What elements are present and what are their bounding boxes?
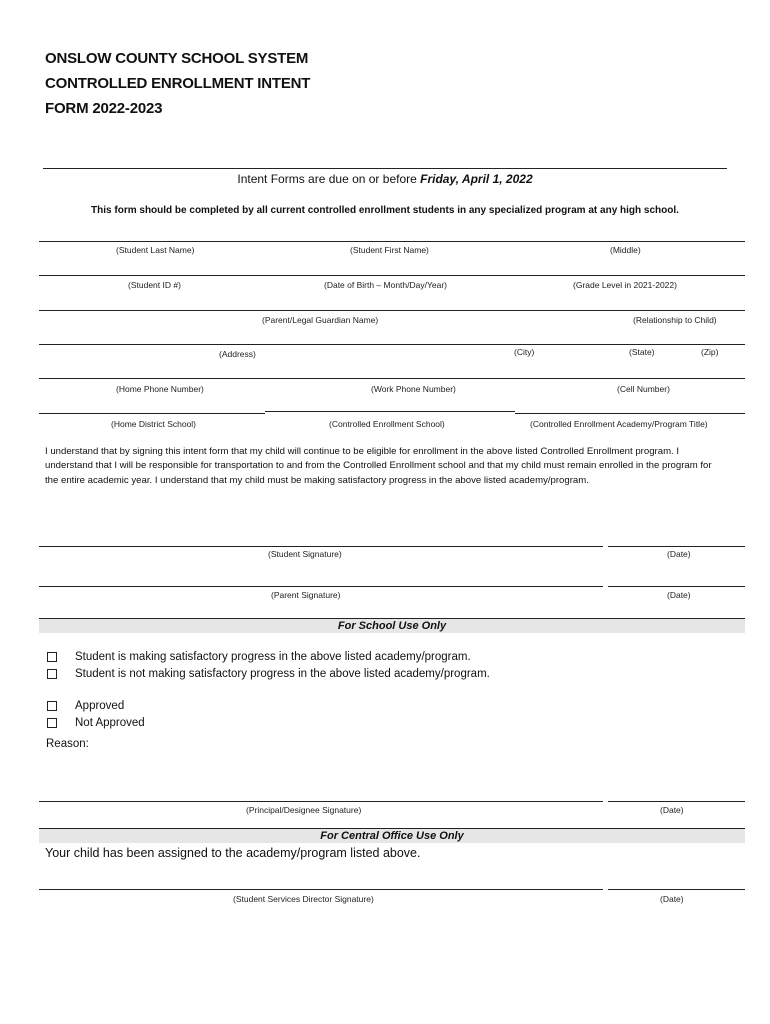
state-label: (State) <box>629 347 655 357</box>
id-dob-grade-line[interactable] <box>39 275 745 276</box>
principal-signature-label: (Principal/Designee Signature) <box>246 805 362 815</box>
progress-satisfactory-checkbox[interactable] <box>47 652 57 662</box>
student-signature-date-label: (Date) <box>667 549 691 559</box>
student-first-name-label: (Student First Name) <box>350 245 429 255</box>
approved-text: Approved <box>75 700 125 712</box>
approved-checkbox[interactable] <box>47 701 57 711</box>
director-signature-date-line[interactable] <box>608 889 745 890</box>
city-label: (City) <box>514 347 535 357</box>
parent-signature-date-label: (Date) <box>667 590 691 600</box>
director-signature-line[interactable] <box>39 889 603 890</box>
home-school-label: (Home District School) <box>111 419 197 429</box>
not-approved-checkbox[interactable] <box>47 718 57 728</box>
reason-label: Reason: <box>46 738 89 750</box>
header-divider <box>43 168 727 169</box>
home-phone-label: (Home Phone Number) <box>116 384 204 394</box>
director-signature-date-label: (Date) <box>660 894 684 904</box>
parent-signature-date-line[interactable] <box>608 586 745 587</box>
zip-label: (Zip) <box>701 347 719 357</box>
due-date-line <box>0 172 770 186</box>
student-signature-date-line[interactable] <box>608 546 745 547</box>
grade-level-label: (Grade Level in 2021-2022) <box>573 280 677 290</box>
central-office-header: For Central Office Use Only <box>39 828 745 843</box>
phone-line[interactable] <box>39 378 745 379</box>
director-signature-label: (Student Services Director Signature) <box>233 894 374 904</box>
completion-notice: This form should be completed by all current controlled enrollment students in any specialized program at any high school. <box>91 205 679 216</box>
address-label: (Address) <box>219 349 256 359</box>
ce-school-line[interactable] <box>265 411 515 412</box>
principal-signature-date-label: (Date) <box>660 805 684 815</box>
guardian-name-label: (Parent/Legal Guardian Name) <box>262 315 379 325</box>
guardian-line[interactable] <box>39 310 745 311</box>
middle-name-label: (Middle) <box>610 245 641 255</box>
ce-program-line[interactable] <box>515 413 745 414</box>
home-school-line[interactable] <box>39 413 265 414</box>
not-approved-text: Not Approved <box>75 717 145 729</box>
assignment-message: Your child has been assigned to the academy/program listed above. <box>45 846 421 860</box>
parent-signature-label: (Parent Signature) <box>271 590 341 600</box>
form-title-line-1: ONSLOW COUNTY SCHOOL SYSTEM <box>45 50 309 67</box>
due-date-value: Friday, April 1, 2022 <box>420 172 533 186</box>
address-line[interactable] <box>39 344 745 345</box>
work-phone-label: (Work Phone Number) <box>371 384 456 394</box>
progress-unsatisfactory-checkbox[interactable] <box>47 669 57 679</box>
form-title-line-3: FORM 2022-2023 <box>45 100 163 117</box>
student-id-label: (Student ID #) <box>128 280 181 290</box>
due-date-prefix: Intent Forms are due on or before <box>237 172 421 186</box>
name-line[interactable] <box>39 241 745 242</box>
principal-signature-date-line[interactable] <box>608 801 745 802</box>
student-last-name-label: (Student Last Name) <box>116 245 195 255</box>
parent-statement: I understand that by signing this intent form that my child will continue to be eligible for enrollment in the above listed Controlled Enrollment program. I understand that I will be responsible for transportation to and from the Controlled Enrollment school and that my child must remain enrolled in the program for the entire academic year. I understand that my child must be making satisfactory progress in the above listed academy/program. <box>45 446 712 486</box>
progress-satisfactory-text: Student is making satisfactory progress in the above listed academy/program. <box>75 651 471 663</box>
school-use-header: For School Use Only <box>39 618 745 633</box>
relationship-label: (Relationship to Child) <box>633 315 717 325</box>
form-title-line-2: CONTROLLED ENROLLMENT INTENT <box>45 75 311 92</box>
parent-signature-line[interactable] <box>39 586 603 587</box>
student-signature-line[interactable] <box>39 546 603 547</box>
ce-program-label: (Controlled Enrollment Academy/Program Title) <box>530 419 708 429</box>
student-signature-label: (Student Signature) <box>268 549 342 559</box>
principal-signature-line[interactable] <box>39 801 603 802</box>
date-of-birth-label: (Date of Birth – Month/Day/Year) <box>324 280 447 290</box>
progress-unsatisfactory-text: Student is not making satisfactory progress in the above listed academy/program. <box>75 668 490 680</box>
cell-number-label: (Cell Number) <box>617 384 670 394</box>
ce-school-label: (Controlled Enrollment School) <box>329 419 445 429</box>
